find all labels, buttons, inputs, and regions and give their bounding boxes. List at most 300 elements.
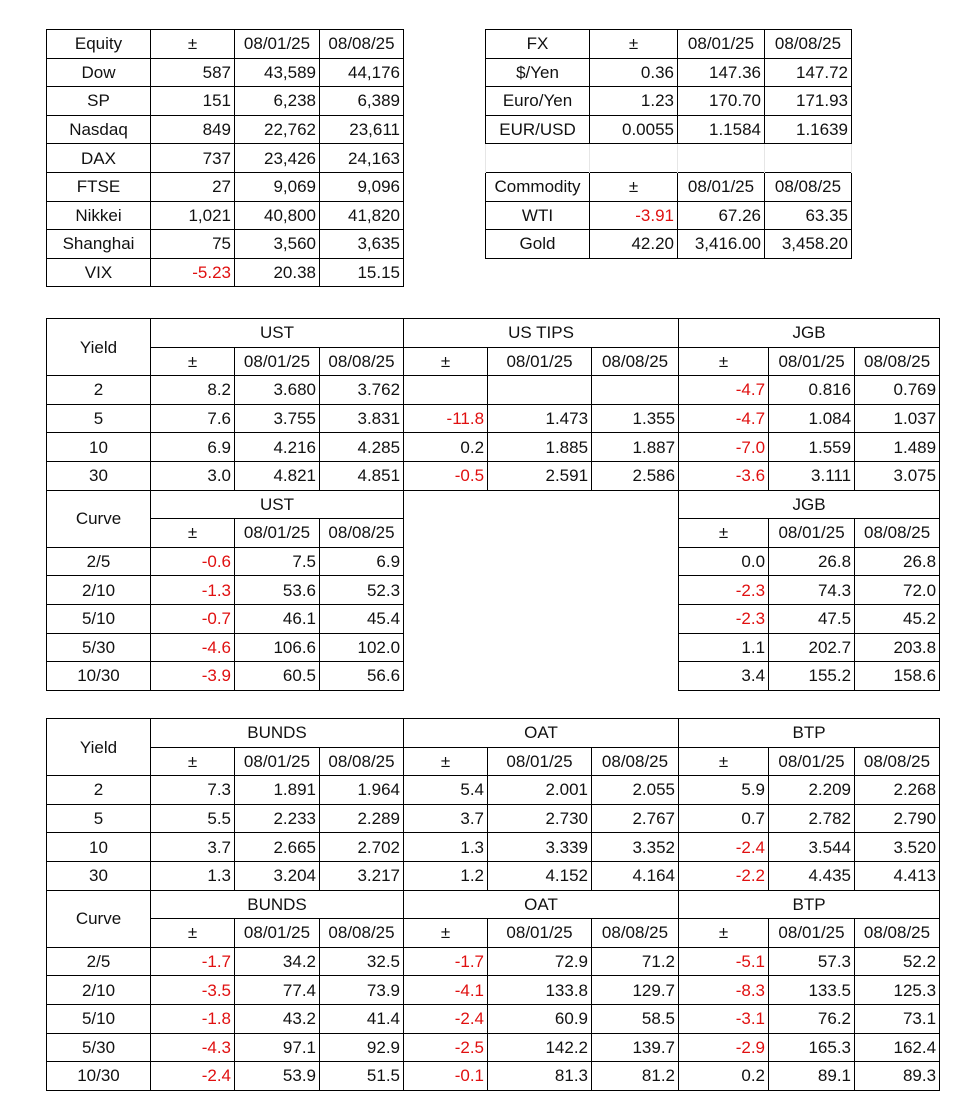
table-row (47, 861, 940, 890)
oat-date2-value: 2.055 (592, 776, 679, 805)
bunds-date2-value: 1.964 (320, 776, 404, 805)
oat-date1-value: 81.3 (488, 1062, 592, 1091)
ust-date2-value: 4.851 (320, 461, 404, 490)
tenor-label: 2 (47, 376, 151, 405)
btp-date2-value: 2.790 (855, 804, 940, 833)
btp-change: -2.4 (679, 833, 769, 862)
btp-date1-value: 3.544 (769, 833, 855, 862)
equity-name: DAX (47, 144, 151, 173)
table-row (47, 547, 940, 576)
bunds-change: 7.3 (151, 776, 235, 805)
col-header-change: ± (151, 919, 235, 948)
ust-date1-value: 46.1 (235, 604, 320, 633)
tips-date2-value: 1.355 (592, 404, 679, 433)
btp-change: -8.3 (679, 976, 769, 1005)
oat-change: 3.7 (404, 804, 488, 833)
curve-group-header-row (47, 490, 940, 519)
btp-date2-value: 4.413 (855, 861, 940, 890)
jgb-date1-value: 1.559 (769, 433, 855, 462)
btp-date1-value: 2.209 (769, 776, 855, 805)
table-row (486, 115, 852, 144)
curve-label-cell: 2/5 (47, 547, 151, 576)
col-header-date1: 08/01/25 (769, 919, 855, 948)
tips-change: 0.2 (404, 433, 488, 462)
bunds-change: 5.5 (151, 804, 235, 833)
yield-label: Yield (47, 719, 151, 776)
bunds-change: -3.5 (151, 976, 235, 1005)
jgb-date2-value: 3.075 (855, 461, 940, 490)
btp-date1-value: 4.435 (769, 861, 855, 890)
tenor-label: 10 (47, 833, 151, 862)
curve-label-cell: 5/10 (47, 1004, 151, 1033)
oat-change: -1.7 (404, 947, 488, 976)
fx-change: 0.36 (590, 58, 678, 87)
fx-header-date2: 08/08/25 (765, 30, 852, 59)
equity-header-name: Equity (47, 30, 151, 59)
fx-name: EUR/USD (486, 115, 590, 144)
commodity-change: 42.20 (590, 230, 678, 259)
equity-date2-value: 44,176 (320, 58, 404, 87)
btp-date1-value: 133.5 (769, 976, 855, 1005)
ust-change: -4.6 (151, 633, 235, 662)
bunds-oat-btp-table (46, 718, 940, 1091)
oat-date2-value: 4.164 (592, 861, 679, 890)
equity-change: -5.23 (151, 258, 235, 287)
oat-date2-value: 58.5 (592, 1004, 679, 1033)
jgb-change: -7.0 (679, 433, 769, 462)
oat-date1-value: 133.8 (488, 976, 592, 1005)
bunds-date2-value: 3.217 (320, 861, 404, 890)
jgb-date2-value: 26.8 (855, 547, 940, 576)
equity-date2-value: 3,635 (320, 230, 404, 259)
tenor-label: 2 (47, 776, 151, 805)
btp-change: -3.1 (679, 1004, 769, 1033)
oat-change: 1.2 (404, 861, 488, 890)
curve-label-cell: 5/30 (47, 1033, 151, 1062)
equity-date2-value: 15.15 (320, 258, 404, 287)
col-header-date1: 08/01/25 (235, 347, 320, 376)
btp-change: -5.1 (679, 947, 769, 976)
bunds-date2-value: 73.9 (320, 976, 404, 1005)
bunds-date2-value: 51.5 (320, 1062, 404, 1091)
ust-date2-value: 45.4 (320, 604, 404, 633)
oat-date2-value: 71.2 (592, 947, 679, 976)
col-header-change: ± (679, 919, 769, 948)
btp-date2-value: 89.3 (855, 1062, 940, 1091)
jgb-date2-value: 45.2 (855, 604, 940, 633)
bunds-date1-value: 2.233 (235, 804, 320, 833)
commodity-name: WTI (486, 201, 590, 230)
tips-date1-value (488, 376, 592, 405)
col-header-date1: 08/01/25 (769, 519, 855, 548)
btp-date1-value: 2.782 (769, 804, 855, 833)
bunds-date1-value: 43.2 (235, 1004, 320, 1033)
spacer-row (486, 144, 852, 173)
curve-label-cell: 10/30 (47, 662, 151, 691)
tips-date1-value: 1.885 (488, 433, 592, 462)
tips-date2-value: 2.586 (592, 461, 679, 490)
tips-date1-value: 2.591 (488, 461, 592, 490)
curve-label: Curve (47, 490, 151, 547)
commodity-date1-value: 67.26 (678, 201, 765, 230)
equity-date1-value: 43,589 (235, 58, 320, 87)
equity-change: 587 (151, 58, 235, 87)
btp-change: 0.7 (679, 804, 769, 833)
bunds-change: -1.8 (151, 1004, 235, 1033)
jgb-date2-value: 1.489 (855, 433, 940, 462)
curve-label-cell: 2/10 (47, 576, 151, 605)
table-row (47, 258, 404, 287)
col-header-date2: 08/08/25 (320, 347, 404, 376)
group-header-us-tips: US TIPS (404, 319, 679, 348)
curve-label-cell: 2/10 (47, 976, 151, 1005)
ust-date1-value: 4.216 (235, 433, 320, 462)
bunds-date1-value: 2.665 (235, 833, 320, 862)
equity-change: 75 (151, 230, 235, 259)
bunds-date2-value: 32.5 (320, 947, 404, 976)
col-header-change: ± (679, 519, 769, 548)
bunds-date2-value: 41.4 (320, 1004, 404, 1033)
jgb-date2-value: 0.769 (855, 376, 940, 405)
table-row (47, 576, 940, 605)
col-header-date1: 08/01/25 (235, 519, 320, 548)
table-row (47, 376, 940, 405)
tips-change: -11.8 (404, 404, 488, 433)
table-row (486, 58, 852, 87)
bunds-date2-value: 92.9 (320, 1033, 404, 1062)
ust-date1-value: 3.755 (235, 404, 320, 433)
oat-change: 5.4 (404, 776, 488, 805)
group-header-oat: OAT (404, 719, 679, 748)
column-header-row (47, 347, 940, 376)
equity-name: VIX (47, 258, 151, 287)
equity-change: 27 (151, 172, 235, 201)
tenor-label: 5 (47, 804, 151, 833)
table-row (47, 976, 940, 1005)
jgb-change: -4.7 (679, 404, 769, 433)
equity-name: Dow (47, 58, 151, 87)
table-row (47, 87, 404, 116)
equity-header-row (47, 30, 404, 59)
equity-change: 151 (151, 87, 235, 116)
col-header-date2: 08/08/25 (592, 747, 679, 776)
fx-date2-value: 147.72 (765, 58, 852, 87)
oat-date1-value: 3.339 (488, 833, 592, 862)
bunds-date1-value: 3.204 (235, 861, 320, 890)
jgb-date1-value: 202.7 (769, 633, 855, 662)
ust-change: -0.6 (151, 547, 235, 576)
curve-group-header-jgb: JGB (679, 490, 940, 519)
ust-change: 6.9 (151, 433, 235, 462)
fx-header-name: FX (486, 30, 590, 59)
btp-date1-value: 76.2 (769, 1004, 855, 1033)
curve-label-cell: 5/30 (47, 633, 151, 662)
fx-date2-value: 171.93 (765, 87, 852, 116)
col-header-date2: 08/08/25 (855, 519, 940, 548)
yield-label: Yield (47, 319, 151, 376)
curve-label-cell: 2/5 (47, 947, 151, 976)
col-header-date2: 08/08/25 (855, 919, 940, 948)
col-header-date1: 08/01/25 (488, 347, 592, 376)
ust-date2-value: 3.762 (320, 376, 404, 405)
equity-date1-value: 20.38 (235, 258, 320, 287)
commodity-name: Gold (486, 230, 590, 259)
btp-date2-value: 3.520 (855, 833, 940, 862)
table-row (47, 58, 404, 87)
bunds-date2-value: 2.289 (320, 804, 404, 833)
group-header-btp: BTP (679, 719, 940, 748)
jgb-date1-value: 3.111 (769, 461, 855, 490)
oat-date1-value: 142.2 (488, 1033, 592, 1062)
fx-date1-value: 1.1584 (678, 115, 765, 144)
ust-date1-value: 53.6 (235, 576, 320, 605)
table-row (47, 947, 940, 976)
equity-date1-value: 6,238 (235, 87, 320, 116)
jgb-date1-value: 1.084 (769, 404, 855, 433)
equity-date1-value: 23,426 (235, 144, 320, 173)
curve-group-header-btp: BTP (679, 890, 940, 919)
col-header-date2: 08/08/25 (855, 747, 940, 776)
commodity-date2-value: 3,458.20 (765, 230, 852, 259)
tips-change (404, 376, 488, 405)
ust-date2-value: 3.831 (320, 404, 404, 433)
oat-date1-value: 2.730 (488, 804, 592, 833)
ust-date1-value: 7.5 (235, 547, 320, 576)
ust-change: -1.3 (151, 576, 235, 605)
btp-date2-value: 162.4 (855, 1033, 940, 1062)
jgb-date1-value: 74.3 (769, 576, 855, 605)
curve-column-header-row (47, 919, 940, 948)
group-header-bunds: BUNDS (151, 719, 404, 748)
table-row (47, 1033, 940, 1062)
equity-name: Nikkei (47, 201, 151, 230)
tenor-label: 5 (47, 404, 151, 433)
curve-label-cell: 10/30 (47, 1062, 151, 1091)
col-header-change: ± (404, 347, 488, 376)
table-row (47, 230, 404, 259)
col-header-change: ± (151, 347, 235, 376)
jgb-date2-value: 158.6 (855, 662, 940, 691)
table-row (47, 461, 940, 490)
bunds-date1-value: 53.9 (235, 1062, 320, 1091)
ust-change: 7.6 (151, 404, 235, 433)
bunds-change: -1.7 (151, 947, 235, 976)
curve-label: Curve (47, 890, 151, 947)
tips-date1-value: 1.473 (488, 404, 592, 433)
col-header-date2: 08/08/25 (592, 919, 679, 948)
curve-group-header-ust: UST (151, 490, 404, 519)
ust-date2-value: 4.285 (320, 433, 404, 462)
equity-change: 1,021 (151, 201, 235, 230)
fx-header-date1: 08/01/25 (678, 30, 765, 59)
jgb-change: -2.3 (679, 576, 769, 605)
bunds-change: -4.3 (151, 1033, 235, 1062)
oat-date1-value: 4.152 (488, 861, 592, 890)
jgb-date2-value: 203.8 (855, 633, 940, 662)
fx-change: 1.23 (590, 87, 678, 116)
commodity-date1-value: 3,416.00 (678, 230, 765, 259)
oat-date1-value: 60.9 (488, 1004, 592, 1033)
ust-date2-value: 56.6 (320, 662, 404, 691)
col-header-date1: 08/01/25 (769, 747, 855, 776)
btp-date2-value: 125.3 (855, 976, 940, 1005)
commodity-header-name: Commodity (486, 172, 590, 201)
equity-header-date1: 08/01/25 (235, 30, 320, 59)
group-header-ust: UST (151, 319, 404, 348)
bunds-date1-value: 97.1 (235, 1033, 320, 1062)
table-row (47, 115, 404, 144)
bunds-date1-value: 34.2 (235, 947, 320, 976)
bunds-change: 3.7 (151, 833, 235, 862)
curve-group-header-row (47, 890, 940, 919)
commodity-header-change: ± (590, 172, 678, 201)
fx-commodity-table (485, 29, 852, 259)
equity-name: Nasdaq (47, 115, 151, 144)
tips-date2-value: 1.887 (592, 433, 679, 462)
commodity-header-row (486, 172, 852, 201)
jgb-date1-value: 0.816 (769, 376, 855, 405)
btp-date1-value: 89.1 (769, 1062, 855, 1091)
curve-label-cell: 5/10 (47, 604, 151, 633)
table-row (47, 833, 940, 862)
tips-change: -0.5 (404, 461, 488, 490)
ust-date1-value: 106.6 (235, 633, 320, 662)
oat-change: -2.5 (404, 1033, 488, 1062)
oat-change: -2.4 (404, 1004, 488, 1033)
equity-change: 849 (151, 115, 235, 144)
col-header-change: ± (404, 919, 488, 948)
table-row (486, 87, 852, 116)
bunds-date2-value: 2.702 (320, 833, 404, 862)
fx-date1-value: 170.70 (678, 87, 765, 116)
equity-header-date2: 08/08/25 (320, 30, 404, 59)
jgb-change: -2.3 (679, 604, 769, 633)
equity-date2-value: 23,611 (320, 115, 404, 144)
equity-name: SP (47, 87, 151, 116)
btp-date2-value: 73.1 (855, 1004, 940, 1033)
col-header-date2: 08/08/25 (320, 919, 404, 948)
btp-date1-value: 165.3 (769, 1033, 855, 1062)
equity-date2-value: 6,389 (320, 87, 404, 116)
ust-date2-value: 102.0 (320, 633, 404, 662)
oat-date2-value: 139.7 (592, 1033, 679, 1062)
oat-date1-value: 72.9 (488, 947, 592, 976)
table-row (486, 230, 852, 259)
equity-name: Shanghai (47, 230, 151, 259)
oat-date2-value: 129.7 (592, 976, 679, 1005)
jgb-date1-value: 26.8 (769, 547, 855, 576)
oat-date2-value: 3.352 (592, 833, 679, 862)
jgb-date2-value: 1.037 (855, 404, 940, 433)
ust-date1-value: 60.5 (235, 662, 320, 691)
equity-date1-value: 9,069 (235, 172, 320, 201)
oat-change: 1.3 (404, 833, 488, 862)
fx-header-row (486, 30, 852, 59)
equity-name: FTSE (47, 172, 151, 201)
jgb-change: -4.7 (679, 376, 769, 405)
table-row (47, 633, 940, 662)
col-header-date2: 08/08/25 (320, 747, 404, 776)
col-header-date1: 08/01/25 (235, 919, 320, 948)
col-header-change: ± (679, 347, 769, 376)
equity-change: 737 (151, 144, 235, 173)
jgb-date2-value: 72.0 (855, 576, 940, 605)
equity-header-change: ± (151, 30, 235, 59)
oat-date1-value: 2.001 (488, 776, 592, 805)
commodity-header-date2: 08/08/25 (765, 172, 852, 201)
tenor-label: 30 (47, 861, 151, 890)
fx-date1-value: 147.36 (678, 58, 765, 87)
oat-change: -0.1 (404, 1062, 488, 1091)
col-header-change: ± (679, 747, 769, 776)
equity-date2-value: 9,096 (320, 172, 404, 201)
ust-change: -3.9 (151, 662, 235, 691)
column-header-row (47, 747, 940, 776)
tenor-label: 30 (47, 461, 151, 490)
bunds-change: -2.4 (151, 1062, 235, 1091)
bunds-date1-value: 77.4 (235, 976, 320, 1005)
jgb-change: 1.1 (679, 633, 769, 662)
equity-date1-value: 22,762 (235, 115, 320, 144)
oat-change: -4.1 (404, 976, 488, 1005)
table-row (47, 433, 940, 462)
jgb-change: 3.4 (679, 662, 769, 691)
btp-date1-value: 57.3 (769, 947, 855, 976)
tenor-label: 10 (47, 433, 151, 462)
commodity-change: -3.91 (590, 201, 678, 230)
col-header-date1: 08/01/25 (488, 919, 592, 948)
curve-group-header-bunds: BUNDS (151, 890, 404, 919)
ust-change: -0.7 (151, 604, 235, 633)
col-header-change: ± (151, 519, 235, 548)
bunds-date1-value: 1.891 (235, 776, 320, 805)
equity-date2-value: 41,820 (320, 201, 404, 230)
ust-change: 3.0 (151, 461, 235, 490)
jgb-change: -3.6 (679, 461, 769, 490)
col-header-date2: 08/08/25 (855, 347, 940, 376)
table-row (47, 662, 940, 691)
btp-date2-value: 2.268 (855, 776, 940, 805)
oat-date2-value: 81.2 (592, 1062, 679, 1091)
btp-change: 0.2 (679, 1062, 769, 1091)
col-header-date1: 08/01/25 (769, 347, 855, 376)
table-row (47, 776, 940, 805)
fx-name: Euro/Yen (486, 87, 590, 116)
ust-date1-value: 4.821 (235, 461, 320, 490)
jgb-change: 0.0 (679, 547, 769, 576)
equity-date1-value: 3,560 (235, 230, 320, 259)
equity-date2-value: 24,163 (320, 144, 404, 173)
btp-change: -2.2 (679, 861, 769, 890)
equity-table (46, 29, 404, 287)
btp-date2-value: 52.2 (855, 947, 940, 976)
commodity-header-date1: 08/01/25 (678, 172, 765, 201)
table-row (47, 172, 404, 201)
ust-date1-value: 3.680 (235, 376, 320, 405)
ust-date2-value: 52.3 (320, 576, 404, 605)
bunds-change: 1.3 (151, 861, 235, 890)
col-header-date2: 08/08/25 (592, 347, 679, 376)
table-row (47, 604, 940, 633)
ust-change: 8.2 (151, 376, 235, 405)
table-row (47, 1062, 940, 1091)
curve-column-header-row (47, 519, 940, 548)
commodity-date2-value: 63.35 (765, 201, 852, 230)
btp-change: 5.9 (679, 776, 769, 805)
table-row (47, 404, 940, 433)
table-row (47, 201, 404, 230)
ust-tips-jgb-table (46, 318, 940, 691)
